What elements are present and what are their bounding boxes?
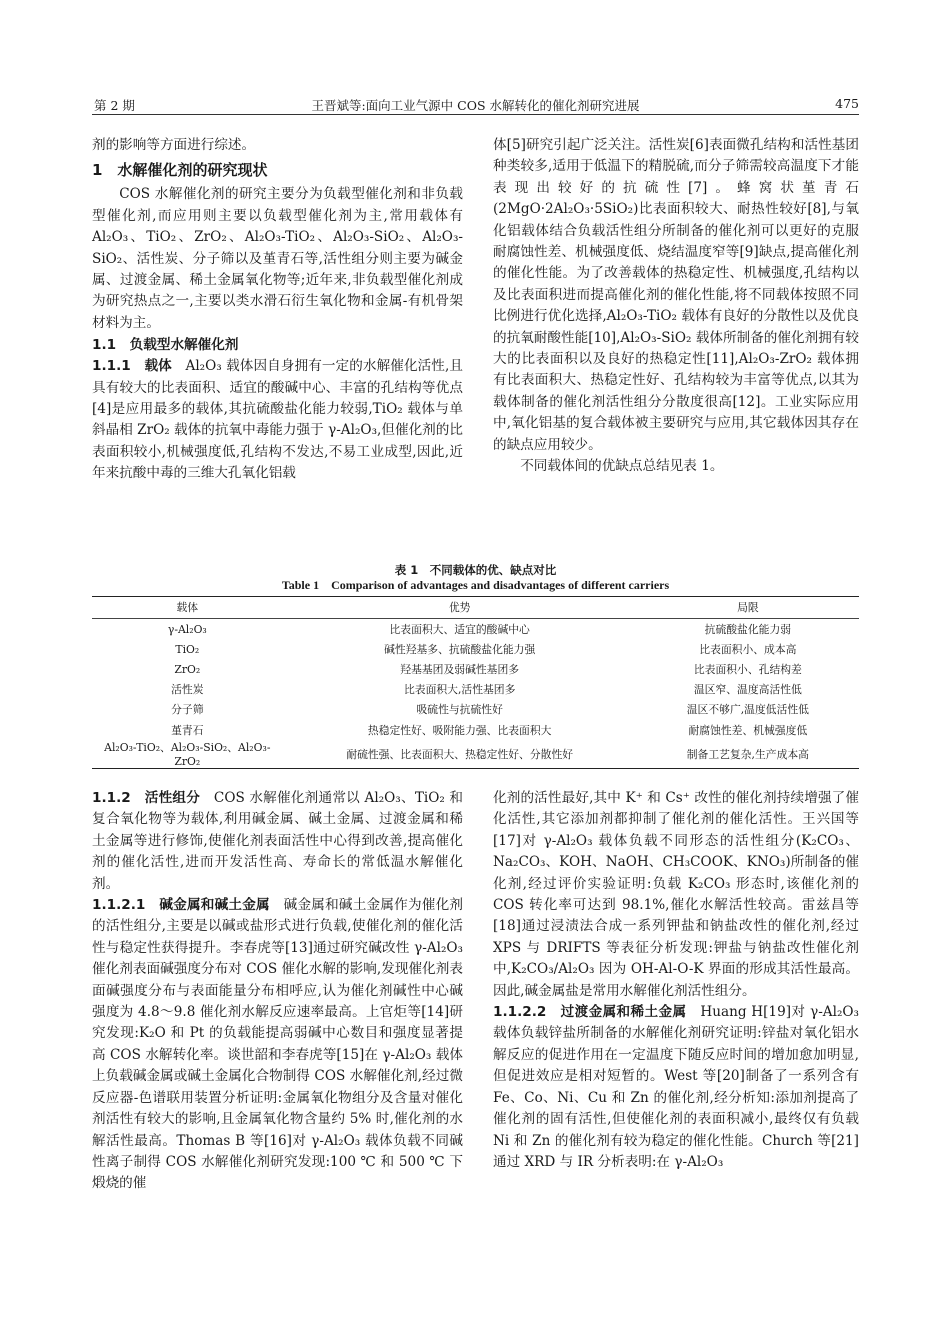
table-row: [92, 740, 859, 769]
table-caption-zh: 表 1 不同载体的优、缺点对比: [394, 563, 557, 577]
table-caption-en: Table 1 Comparison of advantages and disadvantages of different carriers: [281, 578, 670, 592]
table-row: [92, 700, 859, 720]
left-column-bottom: [92, 788, 463, 1195]
table-cell: 比表面积小、成本高: [699, 642, 797, 656]
table-cell: TiO₂: [175, 642, 200, 656]
table-cell: 吸硫性与抗硫性好: [416, 703, 503, 717]
paragraph-text: Huang H[19]对 γ-Al₂O₃ 载体负载锌盐所制备的水解催化剂研究证明:锌盐对氧化铝水解反应的促进作用在一定温度下随反应时间的增加愈加明显,但促进效应是相对短暂的。West 等[20]制备了一系列含有 Fe、Co、Ni、Cu 和 Zn 的催化剂,经分析知:添加剂提高了催化剂的固有活性,但使催化剂的表面积减小,最终仅有负载 Ni 和 Zn 的催化剂有较为稳定的催化性能。Church 等[21]通过 XRD 与 IR 分析表明:在 γ-Al₂O₃: [493, 1004, 859, 1170]
subsubsection-heading: 1.1.2 活性组分: [92, 790, 201, 806]
running-header: [92, 92, 859, 115]
table-cell: ZrO₂: [174, 662, 201, 676]
paragraph: [92, 788, 463, 895]
table-cell: 比表面积小、孔结构差: [693, 662, 802, 676]
table-row: [92, 659, 859, 679]
running-title: 王晋斌等:面向工业气源中 COS 水解转化的催化剂研究进展: [311, 98, 640, 113]
table-row: [92, 619, 859, 640]
paragraph: 剂的影响等方面进行综述。: [92, 137, 256, 153]
table-cell: 抗硫酸盐化能力弱: [704, 622, 792, 636]
paragraph: [92, 895, 463, 1195]
comparison-table: [92, 596, 859, 769]
table-cell: 温区不够广,温度低活性低: [686, 703, 809, 717]
table-header-cell: 优势: [283, 597, 637, 619]
table-cell: 碱性羟基多、抗硫酸盐化能力强: [384, 642, 536, 656]
paragraph: [92, 356, 463, 484]
left-column-top: [92, 135, 463, 485]
right-column-bottom: [493, 788, 859, 1173]
paragraph-text: Al₂O₃ 载体因自身拥有一定的水解催化活性,且具有较大的比表面积、适宜的酸碱中心、丰富的孔结构等优点[4]是应用最多的载体,其抗硫酸盐化能力较弱,TiO₂ 载体与单斜晶相 ZrO₂ 载体的抗氧中毒能力强于 γ-Al₂O₃,但催化剂的比表面积较小,机械强度低,孔结构不发达,不易工业成型,因此,近年来抗酸中毒的三维大孔氧化铝载: [92, 358, 463, 482]
table-row: [92, 639, 859, 659]
right-column-top: [493, 135, 859, 478]
table-header-cell: 载体: [92, 597, 283, 619]
section-heading: 1 水解催化剂的研究现状: [92, 161, 268, 180]
paragraph-text: 碱金属和碱土金属作为催化剂的活性组分,主要是以碱或盐形式进行负载,使催化剂的催化活性与稳定性获得提升。李春虎等[13]通过研究碱改性 γ-Al₂O₃ 催化剂表面碱强度分布对 COS 催化水解的影响,发现催化剂表面碱强度分布与表面能量分布相呼应,认为催化剂碱性中心碱强度为 4.8～9.8 催化剂水解反应速率最高。上官炬等[14]研究发现:K₂O 和 Pt 的负载能提高弱碱中心数目和强度显著提高 COS 水解转化率。谈世韶和李春虎等[15]在 γ-Al₂O₃ 载体上负载碱金属或碱土金属化合物制得 COS 水解催化剂,经过微反应器-色谱联用装置分析证明:金属氧化物组分及含量对催化剂活性有较大的影响,且金属氧化物含量约 5% 时,催化剂的水解活性最高。Thomas B 等[16]对 γ-Al₂O₃ 载体负载不同碱性离子制得 COS 水解催化剂研究发现:100 ℃ 和 500 ℃ 下煅烧的催: [92, 897, 464, 1192]
table-cell: Al₂O₃-TiO₂、Al₂O₃-SiO₂、Al₂O₃-ZrO₂: [104, 741, 271, 769]
table-cell: 制备工艺复杂,生产成本高: [686, 747, 809, 761]
table-cell: 活性炭: [171, 683, 204, 697]
table-cell: 耐硫性强、比表面积大、热稳定性好、分散性好: [346, 747, 574, 761]
table-cell: 温区窄、温度高活性低: [693, 683, 802, 697]
subsubsection-heading: 1.1.2.1 碱金属和碱土金属: [92, 897, 270, 914]
table-caption: [92, 563, 859, 593]
table-cell: 羟基基团及弱碱性基团多: [400, 662, 520, 676]
paragraph: 化剂的活性最好,其中 K⁺ 和 Cs⁺ 改性的催化剂持续增强了催化活性,其它添加剂都抑制了催化剂的催化活性。王兴国等[17]对 γ-Al₂O₃ 载体负载不同形态的活性组分(K₂CO₃、Na₂CO₃、KOH、NaOH、CH₃COOK、KNO₃)所制备的催化剂,经过评价实验证明:负载 K₂CO₃ 形态时,该催化剂的 COS 转化率可达到 98.1%,催化水解活性较高。雷兹昌等[18]通过浸渍法合成一系列钾盐和钠盐改性的催化剂,经过 XPS 与 DRIFTS 等表征分析发现:钾盐与钠盐改性催化剂中,K₂CO₃/Al₂O₃ 因为 OH-Al-O-K 界面的形成其活性最高。因此,碱金属盐是常用水解催化剂活性组分。: [493, 790, 859, 999]
table-cell: 比表面积大,活性基团多: [403, 683, 516, 697]
paragraph: [493, 1002, 859, 1173]
subsection-heading: 1.1 负载型水解催化剂: [92, 337, 239, 354]
paragraph: 不同载体间的优缺点总结见表 1。: [520, 458, 724, 475]
table-cell: 堇青石: [171, 723, 204, 737]
paragraph-text: COS 水解催化剂通常以 Al₂O₃、TiO₂ 和复合氧化物等为载体,利用碱金属、碱土金属、过渡金属和稀土金属等进行修饰,使催化剂表面活性中心得到改善,提高催化剂的催化活性,进而开发活性高、寿命长的常低温水解催化剂。: [92, 790, 463, 892]
subsubsection-heading: 1.1.1 载体: [92, 358, 172, 375]
table-cell: 比表面积大、适宜的酸碱中心: [389, 622, 530, 636]
table-row: [92, 680, 859, 700]
table-cell: γ-Al₂O₃: [167, 622, 207, 636]
table-cell: 分子筛: [171, 703, 204, 717]
table-row: [92, 720, 859, 740]
page-number: 475: [835, 96, 859, 111]
subsubsection-heading: 1.1.2.2 过渡金属和稀土金属: [493, 1004, 687, 1021]
paragraph: 体[5]研究引起广泛关注。活性炭[6]表面微孔结构和活性基团种类较多,适用于低温下的精脱硫,而分子筛需较高温度下才能表现出较好的抗硫性[7]。蜂窝状堇青石(2MgO·2Al₂O₃·5SiO₂)比表面积较大、耐热性较好[8],与氧化铝载体结合负载活性组分所制备的催化剂可以更好的克服耐腐蚀性差、机械强度低、烧结温度窄等[9]缺点,提高催化剂的催化性能。为了改善载体的热稳定性、机械强度,孔结构以及比表面积进而提高催化剂的催化性能,将不同载体按照不同比例进行优化选择,Al₂O₃-TiO₂ 载体有良好的分散性以及优良的抗氧耐酸性能[10],Al₂O₃-SiO₂ 载体所制备的催化剂拥有较大的比表面积以及良好的热稳定性[11],Al₂O₃-ZrO₂ 载体拥有比表面积大、热稳定性好、孔结构较为丰富等优点,以其为载体制备的催化剂活性组分分散度很高[12]。工业实际应用中,氧化铝基的复合载体被主要研究与应用,其它载体因其存在的缺点应用较少。: [493, 137, 859, 453]
issue-number: 第 2 期: [94, 98, 135, 113]
table-header-row: [92, 597, 859, 619]
table-cell: 热稳定性好、吸附能力强、比表面积大: [367, 723, 552, 737]
table-header-cell: 局限: [637, 597, 859, 619]
table-cell: 耐腐蚀性差、机械强度低: [688, 723, 808, 737]
paragraph: COS 水解催化剂的研究主要分为负载型催化剂和非负载型催化剂,而应用则主要以负载型催化剂为主,常用载体有 Al₂O₃、TiO₂、ZrO₂、Al₂O₃-TiO₂、Al₂O₃-SiO₂、Al₂O₃-SiO₂、活性炭、分子筛以及堇青石等,活性组分则主要为碱金属、过渡金属、稀土金属氧化物等;近年来,非负载型催化剂成为研究热点之一,主要以类水滑石衍生氧化物和金属-有机骨架材料为主。: [92, 186, 463, 331]
